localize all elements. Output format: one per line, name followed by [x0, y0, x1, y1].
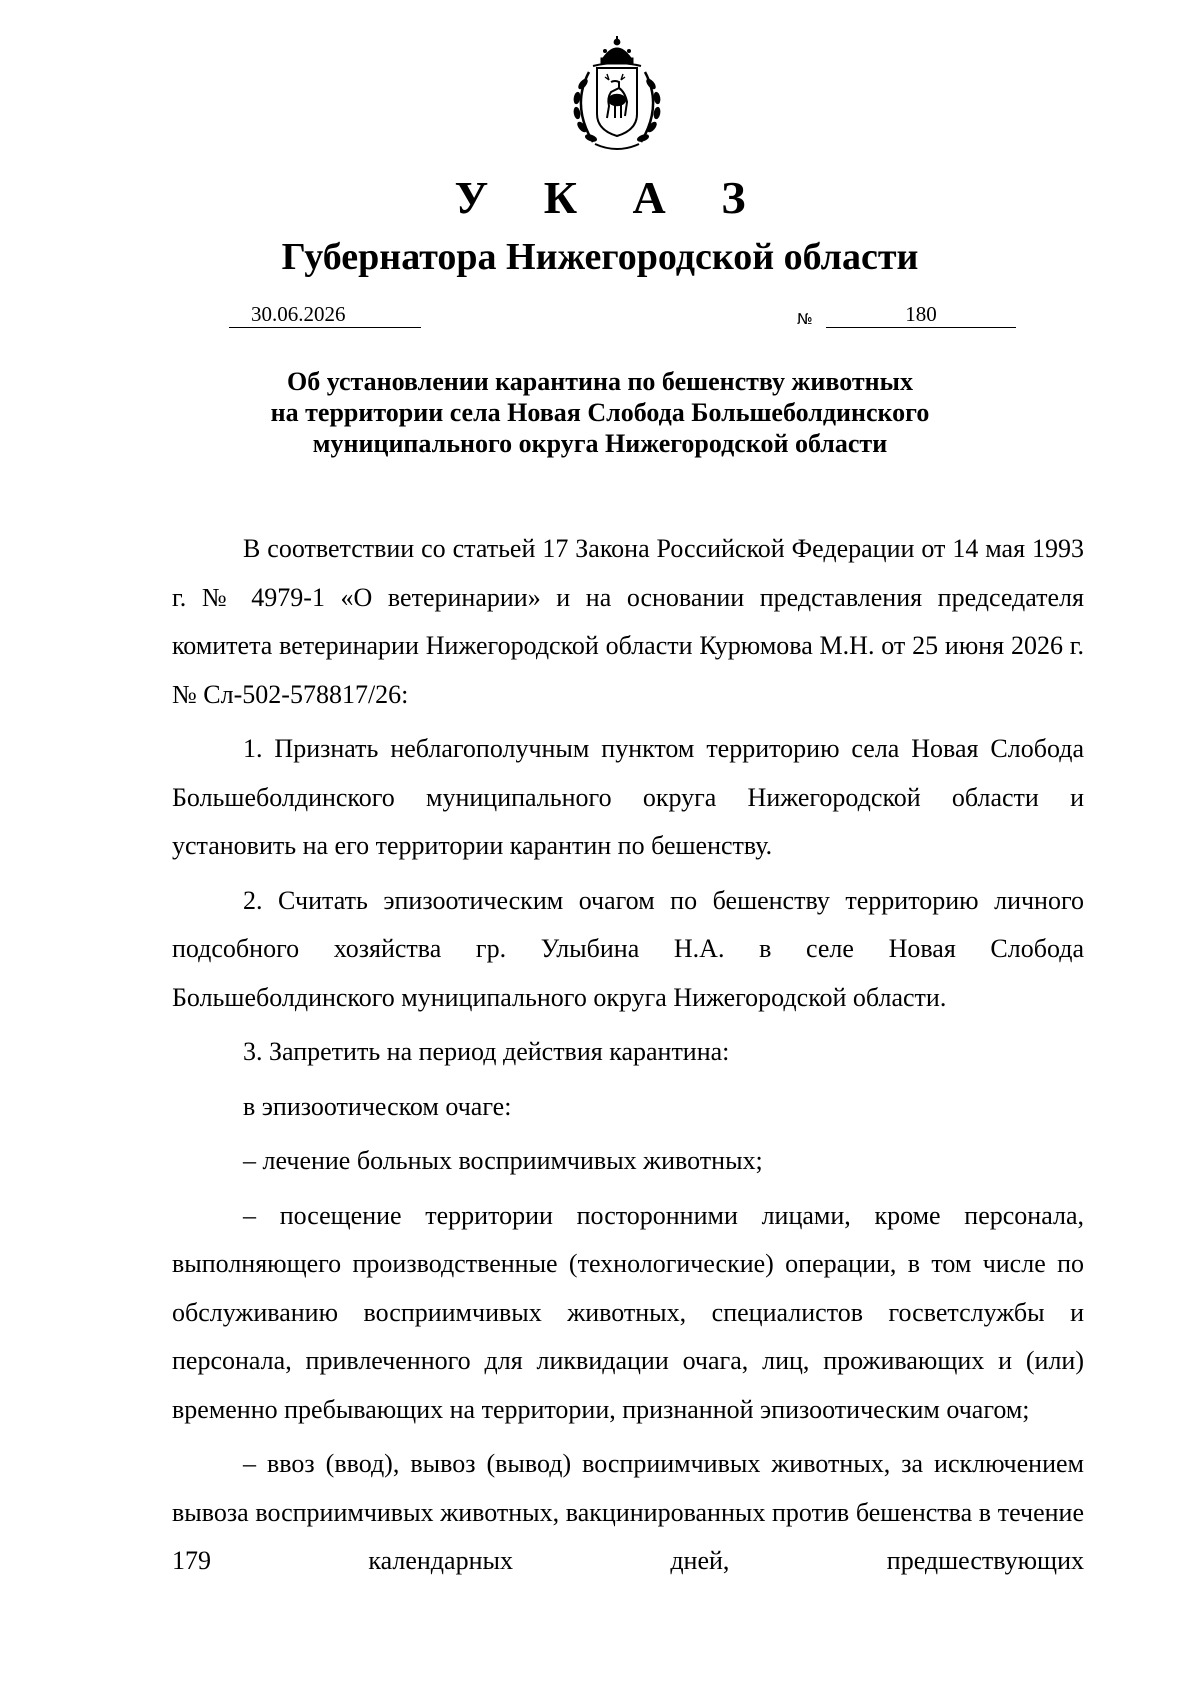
body-paragraph: – ввоз (ввод), вывоз (вывод) восприимчивых животных, за исключением вывоза восприимчивых животных, вакцинированных против бешенства в течение 179 календарных дней, предшествующих — [172, 1449, 1084, 1575]
body-paragraph: 1. Признать неблагополучным пунктом территорию села Новая Слобода Большеболдинского муниципального округа Нижегородской области и установить на его территории карантин по бешенству. — [172, 734, 1084, 860]
body-paragraph: В соответствии со статьей 17 Закона Российской Федерации от 14 мая 1993 г. № 4979-1 «О ветеринарии» и на основании представления председателя комитета ветеринарии Нижегородской области Курюмова М.Н. от 25 июня 2026 г. № Сл-502-578817/26: — [172, 534, 1084, 709]
body-paragraph: 3. Запретить на период действия карантина: — [243, 1037, 730, 1066]
document-number: 180 — [826, 300, 1016, 328]
number-label: № — [797, 310, 813, 328]
body-paragraph: – посещение территории посторонними лицами, кроме персонала, выполняющего производственные (технологические) операции, в том числе по обслуживанию восприимчивых животных, специалистов госветслужбы и персонала, привлеченного для ликвидации очага, лиц, проживающих и (или) временно пребывающих на территории, признанной эпизоотическим очагом; — [172, 1200, 1084, 1424]
decree-subtitle: Губернатора Нижегородской области — [281, 236, 919, 278]
document-meta — [0, 300, 1200, 340]
body-paragraph: в эпизоотическом очаге: — [243, 1091, 512, 1121]
body-paragraph: – лечение больных восприимчивых животных; — [243, 1146, 763, 1175]
document-body — [172, 525, 1084, 1586]
heading-line: Об установлении карантина по бешенству животных — [287, 367, 913, 396]
decree-title: У К А З — [454, 172, 768, 223]
coat-of-arms-icon — [559, 36, 675, 156]
heading-line: на территории села Новая Слобода Большеболдинского — [270, 398, 930, 427]
document-heading — [0, 366, 1200, 459]
body-paragraph: 2. Считать эпизоотическим очагом по бешенству территорию личного подсобного хозяйства гр. Улыбина Н.А. в селе Новая Слобода Большеболдинского муниципального округа Нижегородской области. — [172, 885, 1084, 1012]
heading-line: муниципального округа Нижегородской области — [312, 429, 888, 458]
document-date: 30.06.2026 — [229, 300, 421, 328]
